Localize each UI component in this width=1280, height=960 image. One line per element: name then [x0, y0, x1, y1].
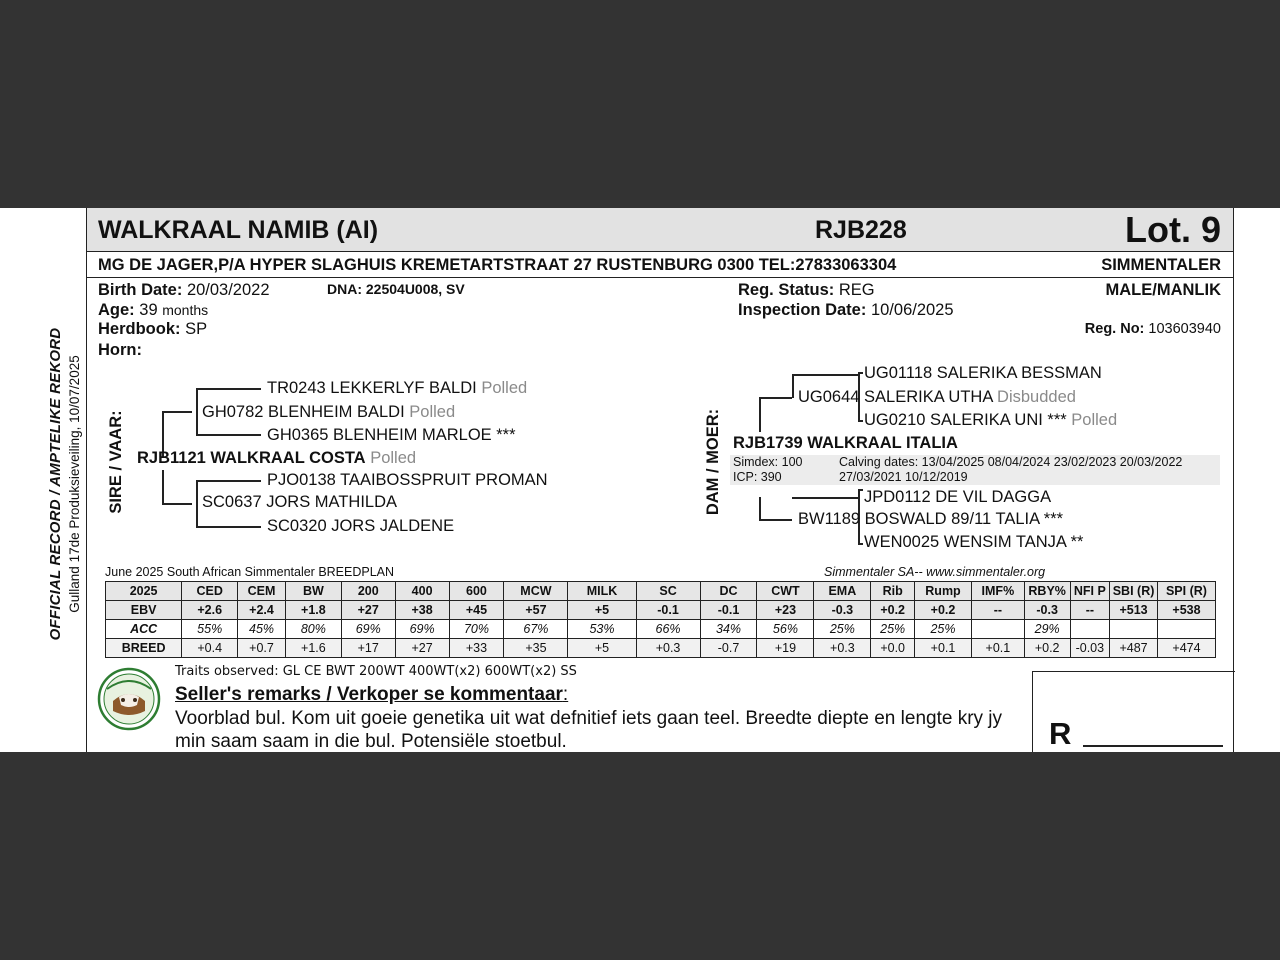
- owner-bar: [87, 252, 1233, 278]
- sire-dam-sire: PJO0138 TAAIBOSSPRUIT PROMAN: [267, 471, 548, 489]
- ebv-row-ebv: [106, 601, 1216, 620]
- reg-status: Reg. Status: REG: [738, 281, 875, 299]
- ebv-cell: +1.8: [285, 601, 341, 620]
- ebv-cell: 55%: [182, 620, 238, 639]
- ebv-cell: RBY%: [1024, 582, 1070, 601]
- ebv-cell: 25%: [871, 620, 915, 639]
- ebv-cell: +0.7: [238, 639, 286, 658]
- sire-dam: SC0637 JORS MATHILDA: [202, 493, 398, 511]
- ebv-cell: SC: [636, 582, 700, 601]
- ebv-cell: 80%: [285, 620, 341, 639]
- ebv-cell: +19: [757, 639, 814, 658]
- horn: Horn:: [98, 341, 142, 359]
- ebv-cell: +0.0: [871, 639, 915, 658]
- ebv-cell: 2025: [106, 582, 182, 601]
- ebv-cell: 200: [341, 582, 395, 601]
- ebv-cell: BREED: [106, 639, 182, 658]
- calving-dates-cont: 27/03/2021 10/12/2019: [839, 470, 968, 484]
- ebv-row-acc: [106, 620, 1216, 639]
- ebv-cell: SPI (R): [1157, 582, 1215, 601]
- society-website: Simmentaler SA-- www.simmentaler.org: [824, 565, 1046, 579]
- ebv-cell: IMF%: [971, 582, 1024, 601]
- ebv-cell: 69%: [341, 620, 395, 639]
- ebv-cell: +513: [1110, 601, 1158, 620]
- dam-dam: BW1189 BOSWALD 89/11 TALIA ***: [798, 510, 1064, 528]
- calving-dates: Calving dates: 13/04/2025 08/04/2024 23/02/2023 20/03/2022: [839, 455, 1183, 469]
- dam-label: DAM / MOER:: [704, 408, 722, 516]
- ebv-cell: --: [1070, 601, 1110, 620]
- ebv-cell: 45%: [238, 620, 286, 639]
- ebv-cell: +57: [504, 601, 568, 620]
- dam-performance: [730, 455, 1220, 485]
- ebv-cell: +0.3: [636, 639, 700, 658]
- ebv-cell: +0.2: [915, 601, 972, 620]
- ebv-cell: +35: [504, 639, 568, 658]
- ebv-cell: SBI (R): [1110, 582, 1158, 601]
- society-logo: [97, 667, 161, 731]
- ebv-cell: Rib: [871, 582, 915, 601]
- dam-sire: UG0644 SALERIKA UTHA Disbudded: [798, 388, 1076, 406]
- ebv-cell: [1110, 620, 1158, 639]
- price-label: R: [1049, 716, 1072, 751]
- simdex: Simdex: 100: [733, 455, 803, 469]
- ebv-cell: CWT: [757, 582, 814, 601]
- ebv-cell: 67%: [504, 620, 568, 639]
- inspection-date: Inspection Date: 10/06/2025: [738, 301, 954, 319]
- ebv-cell: 34%: [700, 620, 757, 639]
- ebv-cell: -0.3: [814, 601, 871, 620]
- ebv-cell: MILK: [568, 582, 636, 601]
- reg-code: RJB228: [815, 216, 907, 244]
- age: Age: 39 months: [98, 301, 209, 319]
- ebv-cell: +0.4: [182, 639, 238, 658]
- ebv-cell: BW: [285, 582, 341, 601]
- side-caption: [32, 304, 92, 664]
- ebv-cell: [1070, 620, 1110, 639]
- ebv-cell: Rump: [915, 582, 972, 601]
- ebv-cell: +487: [1110, 639, 1158, 658]
- ebv-cell: --: [971, 601, 1024, 620]
- ebv-cell: +27: [341, 601, 395, 620]
- ebv-cell: 53%: [568, 620, 636, 639]
- icp: ICP: 390: [733, 470, 782, 484]
- ebv-cell: +27: [395, 639, 449, 658]
- card-frame: [86, 208, 1234, 752]
- ebv-cell: +23: [757, 601, 814, 620]
- ebv-cell: -0.03: [1070, 639, 1110, 658]
- dam-sire-sire: UG01118 SALERIKA BESSMAN: [864, 364, 1102, 382]
- reg-no: Reg. No: 103603940: [1084, 321, 1221, 337]
- breed-name: SIMMENTALER: [1101, 256, 1221, 274]
- ebv-cell: +5: [568, 639, 636, 658]
- ebv-cell: CEM: [238, 582, 286, 601]
- price-line[interactable]: [1083, 745, 1223, 747]
- ebv-cell: +0.3: [814, 639, 871, 658]
- ebv-cell: EBV: [106, 601, 182, 620]
- sex: MALE/MANLIK: [1105, 281, 1221, 299]
- remarks-heading: Seller's remarks / Verkoper se kommentaar:: [175, 684, 569, 705]
- ebv-cell: -0.1: [700, 601, 757, 620]
- ebv-cell: 600: [449, 582, 504, 601]
- birth-date: Birth Date: 20/03/2022: [98, 281, 270, 299]
- lot-number: Lot. 9: [1125, 209, 1221, 250]
- ebv-table: [105, 581, 1216, 658]
- ebv-row-breed: [106, 639, 1216, 658]
- ebv-cell: ACC: [106, 620, 182, 639]
- sire-sire-dam: GH0365 BLENHEIM MARLOE ***: [267, 426, 516, 444]
- ebv-cell: +2.4: [238, 601, 286, 620]
- traits-observed: Traits observed: GL CE BWT 200WT 400WT(x2) 600WT(x2) SS: [175, 664, 577, 679]
- lot-card: [0, 208, 1280, 752]
- ebv-cell: +33: [449, 639, 504, 658]
- ebv-cell: MCW: [504, 582, 568, 601]
- dam-dam-sire: JPD0112 DE VIL DAGGA: [864, 488, 1052, 506]
- ebv-cell: +0.1: [915, 639, 972, 658]
- ebv-cell: +0.2: [871, 601, 915, 620]
- ebv-cell: +0.1: [971, 639, 1024, 658]
- sire-sire-sire: TR0243 LEKKERLYF BALDI Polled: [267, 379, 528, 397]
- simmentaler-logo-icon: [97, 667, 161, 731]
- ebv-cell: +5: [568, 601, 636, 620]
- ebv-cell: 25%: [915, 620, 972, 639]
- dam-name: RJB1739 WALKRAAL ITALIA: [733, 434, 958, 452]
- title-bar: [87, 208, 1233, 252]
- ebv-cell: +0.2: [1024, 639, 1070, 658]
- sire-dam-dam: SC0320 JORS JALDENE: [267, 517, 455, 535]
- animal-name: WALKRAAL NAMIB (AI): [98, 216, 379, 244]
- ebv-cell: +45: [449, 601, 504, 620]
- ebv-cell: 66%: [636, 620, 700, 639]
- ebv-cell: -0.7: [700, 639, 757, 658]
- ebv-cell: +2.6: [182, 601, 238, 620]
- breedplan-title: June 2025 South African Simmentaler BREEDPLAN: [105, 565, 395, 579]
- ebv-cell: +474: [1157, 639, 1215, 658]
- ebv-cell: 56%: [757, 620, 814, 639]
- ebv-cell: 69%: [395, 620, 449, 639]
- sire-sire: GH0782 BLENHEIM BALDI Polled: [202, 403, 456, 421]
- price-box: [1032, 671, 1235, 752]
- ebv-cell: +538: [1157, 601, 1215, 620]
- owner-details: MG DE JAGER,P/A HYPER SLAGHUIS KREMETARTSTRAAT 27 RUSTENBURG 0300 TEL:27833063304: [98, 256, 897, 274]
- sire-label: SIRE / VAAR:: [107, 410, 125, 514]
- dam-dam-dam: WEN0025 WENSIM TANJA **: [864, 533, 1084, 551]
- ebv-cell: EMA: [814, 582, 871, 601]
- dna-info: DNA: 22504U008, SV: [327, 281, 465, 297]
- ebv-cell: 400: [395, 582, 449, 601]
- herdbook: Herdbook: SP: [98, 320, 208, 338]
- ebv-cell: -0.3: [1024, 601, 1070, 620]
- official-record-label: OFFICIAL RECORD / AMPTELIKE REKORD: [47, 327, 64, 641]
- ebv-row-header: [106, 582, 1216, 601]
- remarks-text: Voorblad bul. Kom uit goeie genetika uit wat defnitief iets gaan teel. Breedte diepte en lengte kry jy min saam saam in die bul. Potensiële stoetbul.: [175, 708, 1003, 752]
- ebv-cell: [971, 620, 1024, 639]
- ebv-cell: [1157, 620, 1215, 639]
- sire-name: RJB1121 WALKRAAL COSTA Polled: [137, 449, 417, 467]
- ebv-cell: 70%: [449, 620, 504, 639]
- dam-sire-dam: UG0210 SALERIKA UNI *** Polled: [864, 411, 1118, 429]
- ebv-cell: CED: [182, 582, 238, 601]
- sale-label: Gulland 17de Produksieveiling, 10/07/2025: [67, 355, 82, 613]
- ebv-cell: -0.1: [636, 601, 700, 620]
- ebv-cell: NFI P: [1070, 582, 1110, 601]
- ebv-cell: +17: [341, 639, 395, 658]
- ebv-cell: 29%: [1024, 620, 1070, 639]
- ebv-cell: DC: [700, 582, 757, 601]
- ebv-cell: 25%: [814, 620, 871, 639]
- ebv-cell: +1.6: [285, 639, 341, 658]
- ebv-cell: +38: [395, 601, 449, 620]
